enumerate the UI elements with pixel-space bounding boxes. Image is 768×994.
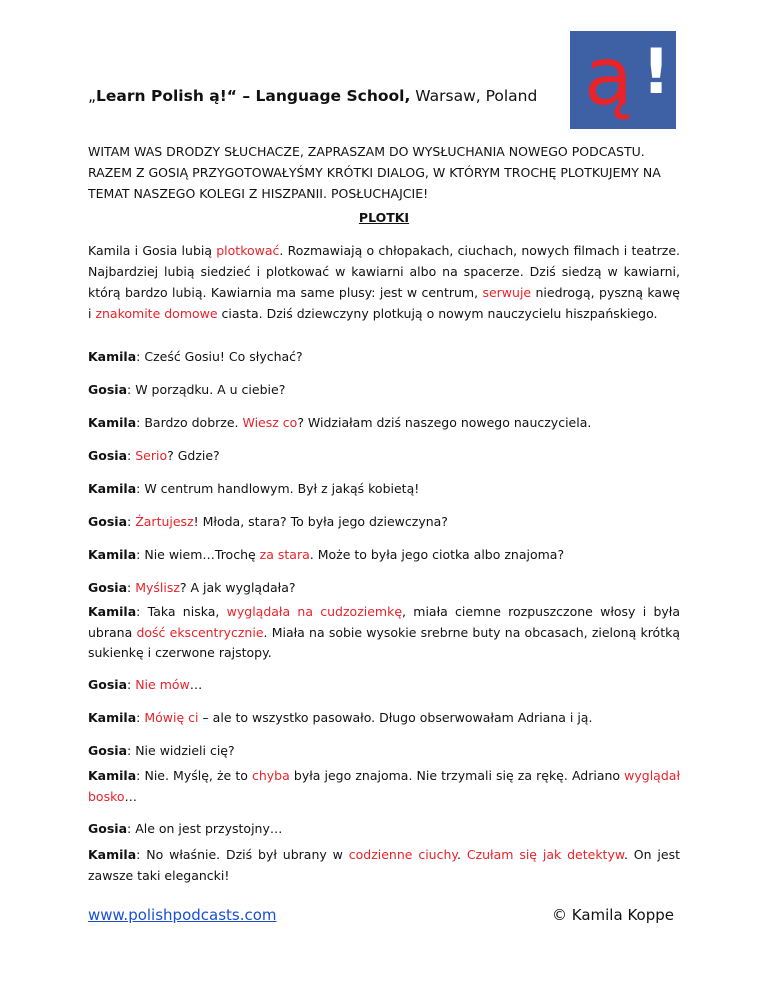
line-text: ? A jak wyglądała? xyxy=(179,580,296,595)
line-text: … xyxy=(189,677,203,692)
speaker-label: Gosia xyxy=(88,514,128,529)
line-text: , miała ciemne rozpuszczone włosy i była ubrana xyxy=(88,604,680,640)
intro-text: WITAM WAS DRODZY SŁUCHACZE, ZAPRASZAM DO WYSŁUCHANIA NOWEGO PODCASTU. RAZEM Z GOSIĄ PRZYGOTOWAŁYŚMY KRÓTKI DIALOG, W KTÓRYM TROCHĘ PLOTKUJEMY NA TEMAT NASZEGO KOLEGI Z HISZPANII. POSŁUCHAJCIE! xyxy=(88,144,661,201)
colon: : xyxy=(127,448,136,463)
colon: : xyxy=(127,677,136,692)
dialog-title: PLOTKI xyxy=(358,210,410,225)
dialog-line xyxy=(88,578,680,599)
speaker-label: Gosia xyxy=(88,743,128,758)
line-text: ? Gdzie? xyxy=(167,448,220,463)
speaker-label: Kamila xyxy=(88,349,137,364)
copyright-notice: © Kamila Koppe xyxy=(552,906,674,924)
colon: : xyxy=(136,415,145,430)
speaker-label: Kamila xyxy=(88,481,137,496)
colon: : xyxy=(136,604,148,619)
line-text: Nie widzieli cię? xyxy=(135,743,235,758)
dialog-line xyxy=(88,512,680,533)
line-text: była jego znajoma. Nie trzymali się za rękę. Adriano xyxy=(289,768,625,783)
para-text: niedrogą, pyszną kawę i xyxy=(88,285,680,321)
vocab-highlight: wyglądała na cudzoziemkę xyxy=(226,604,403,619)
logo-letter: ą xyxy=(584,30,634,123)
dialog-line xyxy=(88,845,680,886)
document-header xyxy=(88,86,548,106)
dialog-line xyxy=(88,479,680,500)
colon: : xyxy=(136,481,145,496)
dialog-line xyxy=(88,413,680,434)
line-text: W porządku. A u ciebie? xyxy=(135,382,286,397)
dialog-line xyxy=(88,347,680,368)
para-text: . Rozmawiają o chłopakach, ciuchach, nowych filmach i teatrze. Najbardziej lubią siedzieć i plotkować w kawiarni albo na spacerze. Dziś siedzą w kawiarni, którą bardzo lubią. Kawiarnia ma same plusy: jest w centrum, xyxy=(88,243,680,300)
line-text: . On jest zawsze taki elegancki! xyxy=(88,847,680,883)
vocab-highlight: serwuje xyxy=(482,285,532,300)
colon: : xyxy=(136,710,145,725)
vocab-highlight: Żartujesz xyxy=(135,514,194,529)
logo-exclamation: ! xyxy=(642,35,671,108)
dialog-line xyxy=(88,446,680,467)
vocab-highlight: codzienne ciuchy xyxy=(348,847,457,862)
dialog-line xyxy=(88,741,680,762)
speaker-label: Gosia xyxy=(88,580,128,595)
speaker-label: Kamila xyxy=(88,547,137,562)
line-text: . Może to była jego ciotka albo znajoma? xyxy=(309,547,565,562)
speaker-label: Gosia xyxy=(88,448,128,463)
vocab-highlight: Mówię ci xyxy=(144,710,199,725)
vocab-highlight: Myślisz xyxy=(135,580,180,595)
dialog-line xyxy=(88,380,680,401)
speaker-label: Gosia xyxy=(88,677,128,692)
vocab-highlight: chyba xyxy=(251,768,290,783)
school-logo xyxy=(570,31,676,129)
dialog-line xyxy=(88,708,680,729)
dialog-line xyxy=(88,675,680,696)
line-text: No właśnie. Dziś był ubrany w xyxy=(146,847,349,862)
speaker-label: Gosia xyxy=(88,382,128,397)
colon: : xyxy=(127,580,136,595)
vocab-highlight: plotkować xyxy=(216,243,280,258)
colon: : xyxy=(136,847,147,862)
colon: : xyxy=(127,382,136,397)
colon: : xyxy=(136,768,145,783)
para-text: Kamila i Gosia lubią xyxy=(88,243,217,258)
line-text: – ale to wszystko pasowało. Długo obserwowałam Adriana i ją. xyxy=(198,710,593,725)
colon: : xyxy=(127,514,136,529)
speaker-label: Kamila xyxy=(88,415,137,430)
colon: : xyxy=(136,547,145,562)
line-text: Nie wiem…Trochę xyxy=(144,547,260,562)
speaker-label: Kamila xyxy=(88,710,137,725)
vocab-highlight: za stara xyxy=(259,547,310,562)
speaker-label: Kamila xyxy=(88,768,137,783)
line-text: Ale on jest przystojny… xyxy=(135,821,283,836)
para-text: ciasta. Dziś dziewczyny plotkują o nowym nauczycielu hiszpańskiego. xyxy=(217,306,658,321)
vocab-highlight: Czułam się jak detektyw xyxy=(466,847,624,862)
colon: : xyxy=(136,349,145,364)
dialog-line xyxy=(88,819,680,840)
vocab-highlight: znakomite domowe xyxy=(95,306,218,321)
colon: : xyxy=(127,821,136,836)
vocab-highlight: Serio xyxy=(135,448,168,463)
line-text: ! Młoda, stara? To była jego dziewczyna? xyxy=(193,514,448,529)
dialog-line xyxy=(88,602,680,664)
header-quote: „ xyxy=(88,87,97,105)
school-location: Warsaw, Poland xyxy=(410,87,538,105)
vocab-highlight: Nie mów xyxy=(135,677,190,692)
speaker-label: Gosia xyxy=(88,821,128,836)
line-text: . Miała na sobie wysokie srebrne buty na obcasach, zieloną krótką sukienkę i czerwone rajstopy. xyxy=(88,624,680,660)
colon: : xyxy=(127,743,136,758)
website-link[interactable]: www.polishpodcasts.com xyxy=(88,906,277,924)
line-text: Cześć Gosiu! Co słychać? xyxy=(144,349,303,364)
speaker-label: Kamila xyxy=(88,604,137,619)
dialog-line xyxy=(88,766,680,807)
intro-paragraph xyxy=(88,240,680,324)
vocab-highlight: Wiesz co xyxy=(242,415,298,430)
line-text: Taka niska, xyxy=(147,604,227,619)
line-text: Nie. Myślę, że to xyxy=(144,768,252,783)
line-text: Bardzo dobrze. xyxy=(144,415,243,430)
line-text: ? Widziałam dziś naszego nowego nauczyciela. xyxy=(297,415,592,430)
vocab-highlight: dość ekscentrycznie xyxy=(136,624,264,640)
dialog-line xyxy=(88,545,680,566)
line-text: … xyxy=(124,788,138,804)
school-name: Learn Polish ą!“ – Language School, xyxy=(96,87,411,105)
speaker-label: Kamila xyxy=(88,847,137,862)
vocab-highlight: wyglądał bosko xyxy=(88,768,680,804)
line-text: . xyxy=(457,847,467,862)
line-text: W centrum handlowym. Był z jakąś kobietą! xyxy=(144,481,420,496)
